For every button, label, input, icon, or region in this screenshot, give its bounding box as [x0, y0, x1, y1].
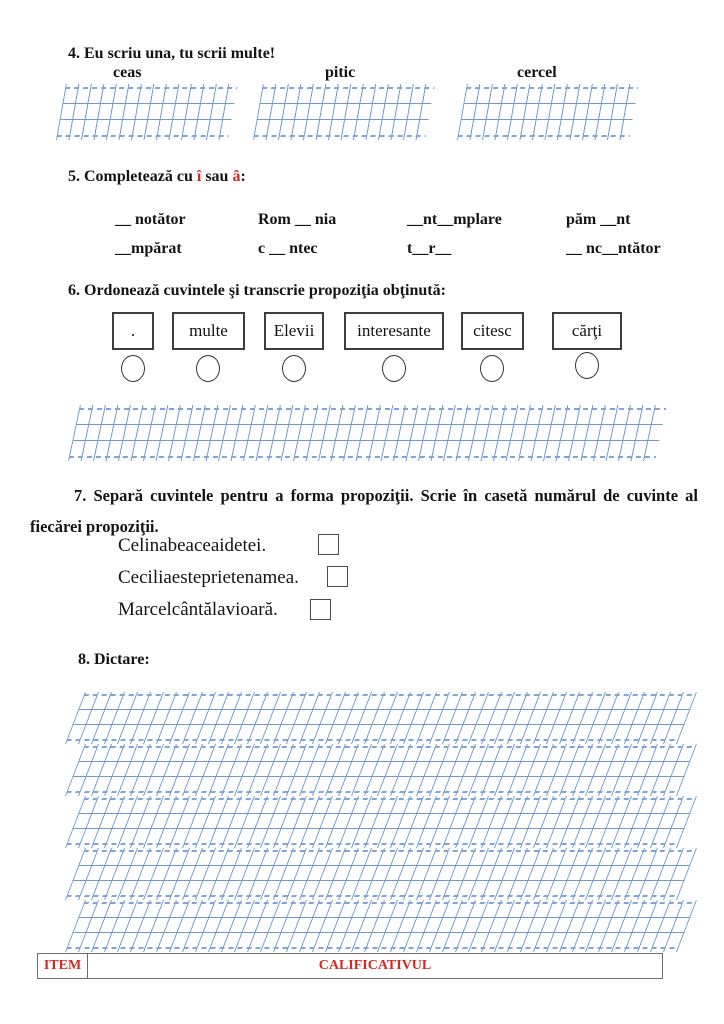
writing-grid[interactable]: [253, 84, 435, 140]
exercise4-word-singular: pitic: [325, 64, 356, 81]
ex7-word-count-box[interactable]: [327, 566, 348, 587]
ex6-answer-circle[interactable]: [196, 355, 220, 382]
exercise4-word-singular: ceas: [113, 64, 142, 81]
exercise6-title: 6. Ordonează cuvintele şi transcrie propoziţia obţinută:: [68, 282, 446, 299]
ex6-answer-circle[interactable]: [480, 355, 504, 382]
ex5-blank-word: c __ ntec: [258, 240, 318, 257]
ex5-blank-word: t__r__: [407, 240, 452, 257]
ex6-word-box: multe: [172, 312, 245, 350]
ex7-word-count-box[interactable]: [310, 599, 331, 620]
exercise8-title: 8. Dictare:: [78, 651, 150, 668]
writing-grid[interactable]: [65, 692, 697, 744]
ex5-blank-word: Rom __ nia: [258, 211, 337, 228]
ex6-answer-circle[interactable]: [382, 355, 406, 382]
qualifier-header-cell: CALIFICATIVUL: [318, 958, 432, 973]
exercise4-word-singular: cercel: [517, 64, 557, 81]
ex5-blank-word: __mpărat: [115, 240, 182, 257]
writing-grid[interactable]: [65, 900, 697, 952]
item-header-cell: ITEM: [38, 954, 88, 978]
letter-a-circumflex: â: [232, 168, 241, 185]
ex7-sentence: Ceciliaesteprietenamea.: [118, 567, 299, 588]
ex6-answer-circle[interactable]: [282, 355, 306, 382]
writing-grid[interactable]: [56, 84, 238, 140]
ex6-answer-circle[interactable]: [121, 355, 145, 382]
exercise4-title: 4. Eu scriu una, tu scrii multe!: [68, 45, 276, 62]
writing-grid[interactable]: [68, 405, 667, 461]
writing-grid[interactable]: [65, 744, 697, 796]
ex5-blank-word: __ notător: [115, 211, 186, 228]
ex6-word-box: Elevii: [264, 312, 324, 350]
ex6-word-box: cărţi: [552, 312, 622, 350]
ex5-blank-word: __nt__mplare: [407, 211, 502, 228]
exercise5-title: 5. Completează cu î sau â:: [68, 168, 246, 185]
exercise7-title: 7. Separă cuvintele pentru a forma propoziţii. Scrie în casetă numărul de cuvinte al fiecărei propoziţii.: [30, 486, 698, 536]
ex6-word-box: interesante: [344, 312, 444, 350]
ex7-sentence: Marcelcântălavioară.: [118, 599, 278, 620]
ex6-word-box: .: [112, 312, 154, 350]
ex6-word-box: citesc: [461, 312, 524, 350]
letter-i-circumflex: î: [196, 168, 202, 185]
writing-grid[interactable]: [457, 84, 639, 140]
writing-grid[interactable]: [65, 848, 697, 900]
ex7-sentence: Celinabeaceaidetei.: [118, 535, 267, 556]
grading-table: [37, 953, 663, 979]
ex6-answer-circle[interactable]: [575, 352, 599, 379]
ex5-blank-word: __ nc__ntător: [566, 240, 661, 257]
ex5-blank-word: păm __nt: [566, 211, 631, 228]
writing-grid[interactable]: [65, 796, 697, 848]
ex7-word-count-box[interactable]: [318, 534, 339, 555]
